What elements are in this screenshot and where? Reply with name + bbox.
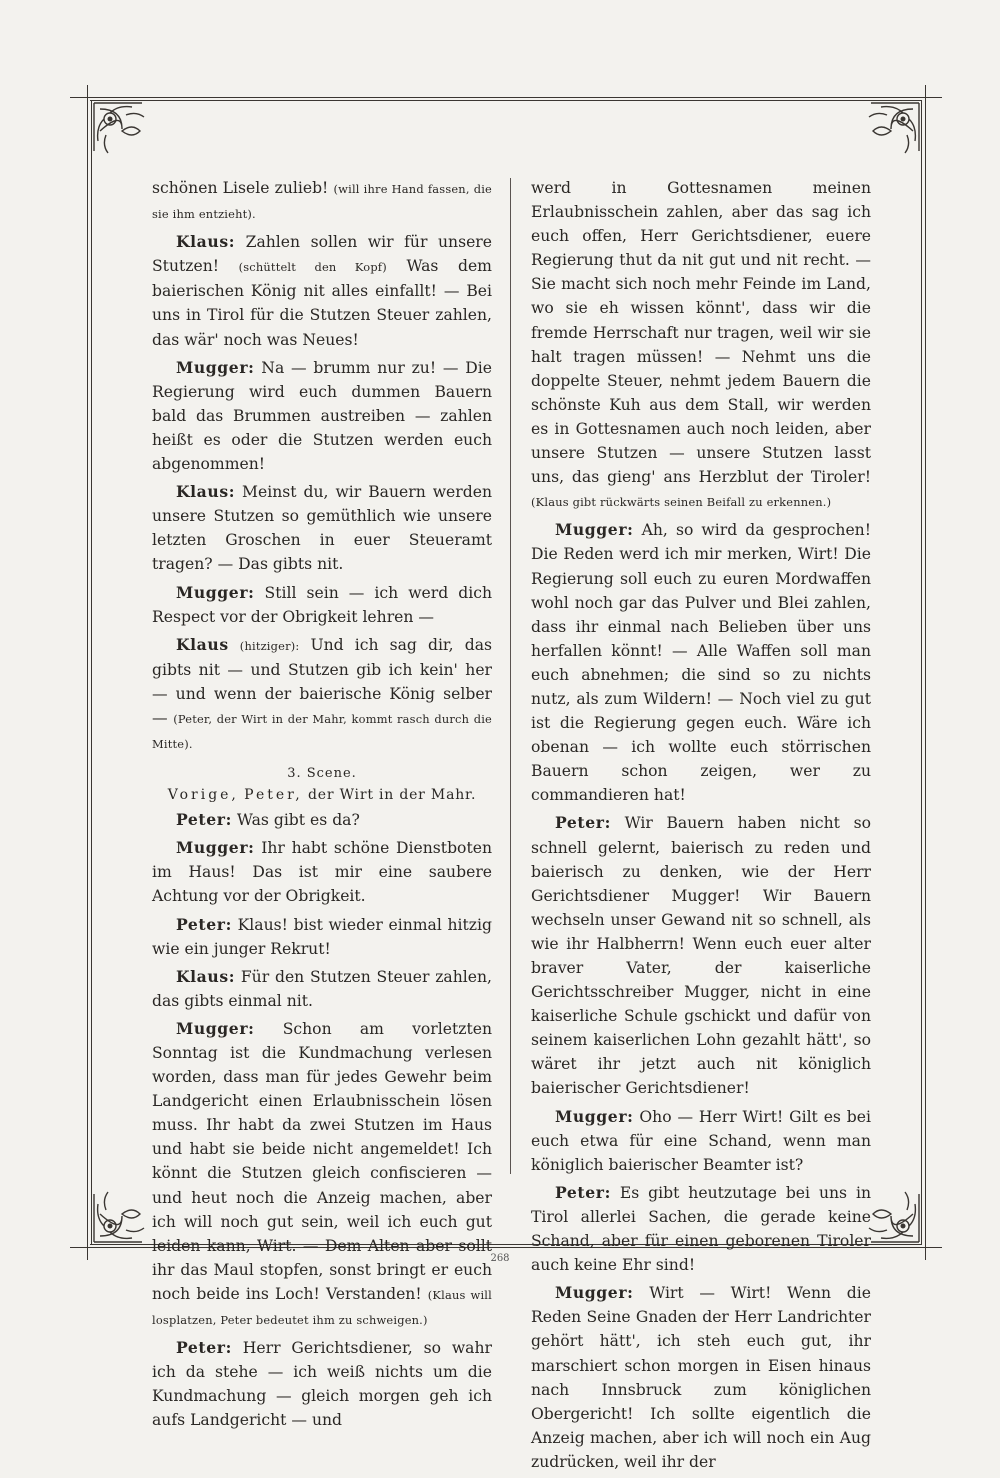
paragraph	[531, 1181, 871, 1277]
dialogue-text: werd in Gottesnamen meinen Erlaubnisschein zahlen, aber das sag ich euch offen, Herr Gerichtsdiener, euere Regierung thut da nit gut und nit recht. — Sie macht sich noch mehr Feinde im Land, wo sie eh wissen könnt', dass wir die fremde Herrschaft nur tragen, weil wir sie halt tragen müssen! — Nehmt uns die doppelte Steuer, nehmt jedem Bauern die schönste Kuh aus dem Stall, wir werden es in Gottesnamen auch noch leiden, aber unsere Stutzen — unsere Stutzen lasst uns, das gieng' ans Herzblut der Tiroler!	[531, 179, 871, 487]
paragraph	[152, 633, 492, 756]
speaker-name: Peter:	[555, 1182, 611, 1202]
paragraph	[152, 913, 492, 961]
stage-direction: (hitziger):	[239, 638, 300, 653]
speaker-name: Peter:	[176, 810, 232, 830]
speaker-name: Mugger:	[176, 1018, 255, 1038]
dialogue-text: Ah, so wird da gesprochen! Die Reden werd ich mir merken, Wirt! Die Regierung soll euch zu euren Mordwaffen wohl noch gar das Pulver und Blei zahlen, dass ihr einmal nach Belieben über uns herfallen könnt! — Alle Waffen soll man euch abnehmen; die sind so zu nichts nutz, als zum Wildern! — Noch viel zu gut ist die Regierung gegen euch. Wäre ich obenan — ich wollte euch störrischen Bauern schon zeigen, wer zu commandieren hat!	[531, 521, 871, 805]
paragraph	[531, 518, 871, 807]
speaker-name: Mugger:	[176, 357, 255, 377]
dialogue-text: schönen Lisele zulieb!	[152, 179, 329, 197]
stage-direction: (Peter, der Wirt in der Mahr, kommt rasch durch die Mitte).	[152, 711, 492, 752]
left-column	[152, 176, 492, 1437]
dialogue-text: Still sein — ich werd dich Respect vor der Obrigkeit lehren —	[152, 583, 492, 626]
dialogue-text: Herr Gerichtsdiener, so wahr ich da stehe — ich weiß nichts um die Kundmachung — gleich morgen geh ich aufs Landgericht — und	[152, 1339, 492, 1430]
paragraph	[531, 176, 871, 514]
frame-left-rule-inner	[91, 100, 92, 1245]
speaker-name: Klaus:	[176, 966, 236, 986]
frame-top-rule	[70, 97, 942, 98]
corner-ornament-bottom-left-icon	[92, 1184, 152, 1244]
stage-direction: (schüttelt den Kopf)	[238, 260, 387, 275]
dialogue-text: Klaus! bist wieder einmal hitzig wie ein junger Rekrut!	[152, 915, 492, 958]
paragraph	[152, 176, 492, 226]
scene-persons-part: Vorige,	[167, 787, 239, 804]
stage-direction: (will ihre Hand fassen, die sie ihm entzieht).	[152, 182, 492, 222]
right-column	[531, 176, 871, 1478]
speaker-name: Klaus	[176, 634, 229, 654]
scene-heading: 3. Scene.	[287, 766, 357, 782]
corner-ornament-top-right-icon	[861, 101, 921, 161]
dialogue-text: Oho — Herr Wirt! Gilt es bei euch etwa für eine Schand, wenn man königlich baierischer Beamter ist?	[531, 1107, 871, 1174]
dialogue-text: Was gibt es da?	[236, 811, 360, 830]
speaker-name: Mugger:	[555, 1106, 634, 1126]
dialogue-text: Für den Stutzen Steuer zahlen, das gibts einmal nit.	[152, 967, 492, 1010]
frame-right-rule-inner	[921, 100, 922, 1245]
frame-left-rule	[87, 85, 88, 1260]
dialogue-text: Na — brumm nur zu! — Die Regierung wird euch dummen Bauern bald das Brummen austreiben — zahlen heißt es oder die Stutzen werden euch abgenommen!	[152, 358, 492, 474]
paragraph	[152, 1017, 492, 1332]
dialogue-text: Meinst du, wir Bauern werden unsere Stutzen so gemüthlich wie unsere letzten Groschen in euer Steueramt tragen? — Das gibts nit.	[152, 483, 492, 574]
dialogue-text: Und ich sag dir, das gibts nit — und Stutzen gib ich kein' her — und wenn der baierische König selber —	[152, 635, 492, 727]
dialogue-text: Wirt — Wirt! Wenn die Reden Seine Gnaden der Herr Landrichter gehört hätt', ich steh euch gut, ihr marschiert schon morgen in Eisen hinaus nach Innsbruck zum königlichen Obergericht! Ich sollte eigentlich die Anzeig machen, aber ich will noch ein Aug zudrücken, weil ihr der	[531, 1284, 871, 1471]
dialogue-text: Was dem baierischen König nit alles einfallt! — Bei uns in Tirol für die Stutzen Steuer zahlen, das wär' noch was Neues!	[152, 257, 492, 349]
speaker-name: Mugger:	[176, 582, 255, 602]
frame-right-rule	[925, 85, 926, 1260]
dialogue-text: Ihr habt schöne Dienstboten im Haus! Das ist mir eine saubere Achtung vor der Obrigkeit.	[152, 839, 492, 906]
paragraph	[152, 480, 492, 576]
page-number: 268	[490, 1253, 510, 1264]
corner-ornament-top-left-icon	[92, 101, 152, 161]
dialogue-text: Es gibt heutzutage bei uns in Tirol allerlei Sachen, die gerade keine Schand, aber für einen geborenen Tiroler auch keine Ehr sind!	[531, 1183, 871, 1275]
dialogue-text: Wir Bauern haben nicht so schnell gelernt, baierisch zu reden und baierisch zu denken, wie der Herr Gerichtsdiener Mugger! Wir Bauern wechseln unser Gewand nit so schnell, als wie ihr Halbherrn! Wenn euch euer alter braver Vater, der kaiserliche Gerichtsschreiber Mugger, nicht in eine kaiserliche Schule gschickt und dafür von seinem kaiserlichen Lohn gezahlt hätt', so wäret ihr jetzt auch nit königlich baierischer Gerichtsdiener!	[531, 814, 871, 1098]
speaker-name: Klaus:	[176, 482, 236, 502]
paragraph	[152, 230, 492, 351]
paragraph	[531, 811, 871, 1100]
speaker-name: Peter:	[176, 914, 232, 934]
paragraph	[531, 1105, 871, 1177]
paragraph	[152, 1336, 492, 1432]
speaker-name: Peter:	[176, 1338, 232, 1358]
dialogue-text: Schon am vorletzten Sonntag ist die Kundmachung verlesen worden, dass man für jedes Gewehr beim Landgericht einen Erlaubnisschein lösen muss. Ihr habt da zwei Stutzen im Haus und habt sie beide nicht angemeldet! Ich könnt die Stutzen gleich confiscieren — und heut noch die Anzeig machen, aber ich will noch gut sein, weil ich euch gut leiden kann, Wirt. — Dem Alten aber sollt ihr das Maul stopfen, sonst bringt er euch noch beide ins Loch! Verstanden!	[152, 1019, 492, 1303]
paragraph	[152, 581, 492, 629]
speaker-name: Klaus:	[176, 232, 236, 252]
speaker-name: Mugger:	[176, 838, 255, 858]
scene-persons-part: der Wirt in der Mahr.	[308, 787, 477, 804]
scene-persons	[152, 784, 492, 806]
paragraph	[152, 808, 492, 832]
speaker-name: Mugger:	[555, 520, 634, 540]
paragraph	[152, 836, 492, 908]
paragraph	[152, 965, 492, 1013]
stage-direction: (Klaus will losplatzen, Peter bedeutet ihm zu schweigen.)	[152, 1287, 492, 1328]
stage-direction: (Klaus gibt rückwärts seinen Beifall zu erkennen.)	[531, 495, 832, 510]
column-divider	[510, 178, 511, 1174]
paragraph	[152, 356, 492, 476]
speaker-name: Mugger:	[555, 1283, 634, 1303]
scene-persons-part: Peter,	[244, 787, 303, 804]
speaker-name: Peter:	[555, 813, 611, 833]
dialogue-text: Zahlen sollen wir für unsere Stutzen!	[152, 233, 492, 276]
frame-top-rule-inner	[90, 100, 922, 101]
paragraph	[531, 1281, 871, 1474]
